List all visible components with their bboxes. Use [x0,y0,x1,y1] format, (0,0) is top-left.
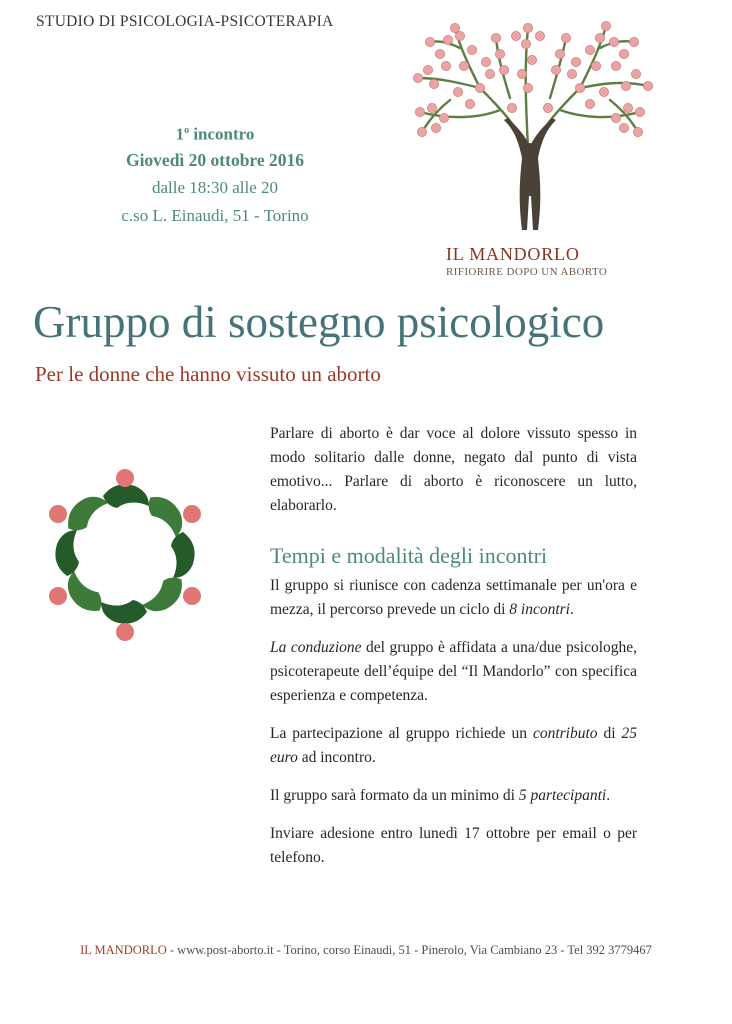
logo-name: IL MANDORLO [446,244,580,264]
blossom [635,107,644,116]
blossom [535,31,544,40]
blossom [499,65,508,74]
blossom [643,81,652,90]
woman-figure [504,118,556,230]
blossom [629,37,638,46]
blossom [427,103,436,112]
blossom [475,83,484,92]
blossom [619,49,628,58]
blossom [609,37,618,46]
studio-name: STUDIO DI PSICOLOGIA-PSICOTERAPIA [36,13,334,30]
leaf-shape [101,600,147,624]
blossom [633,127,642,136]
blossom [431,123,440,132]
blossom [571,57,580,66]
woman-head [525,143,535,153]
circle-dot [49,505,67,523]
blossom [455,31,464,40]
blossom [523,23,532,32]
blossom [591,61,600,70]
blossom [595,33,604,42]
blossom [621,81,630,90]
blossom [611,61,620,70]
blossom [551,65,560,74]
blossom [561,33,570,42]
footer-brand: IL MANDORLO [80,943,167,957]
blossom [413,73,422,82]
leaf-figure [103,484,149,508]
circle-dot [116,623,134,641]
blossom [599,87,608,96]
section-heading: Tempi e modalità degli incontri [270,543,548,568]
blossom [425,37,434,46]
blossom [507,103,516,112]
page-title: Gruppo di sostegno psicologico [33,297,605,347]
blossom [555,49,564,58]
blossom [423,65,432,74]
event-address: c.so L. Einaudi, 51 - Torino [121,205,309,225]
blossom [485,69,494,78]
blossom [441,61,450,70]
blossom [467,45,476,54]
footer-details: - www.post-aborto.it - Torino, corso Einaudi, 51 - Pinerolo, Via Cambiano 23 - Tel 392 3779467 [166,943,652,957]
leaf-shape [103,484,149,508]
paragraph-minimum: Il gruppo sarà formato da un minimo di 5 partecipanti. [270,787,611,804]
blossom [450,23,459,32]
meeting-number: 1$^o$ incontro [175,124,255,144]
event-date: Giovedì 20 ottobre 2016 [125,149,305,170]
leaf-shape [55,530,79,576]
page-subtitle: Per le donne che hanno vissuto un aborto [35,362,381,386]
circle-dot [183,505,201,523]
blossom [415,107,424,116]
circle-dot [116,469,134,487]
blossom [435,49,444,58]
blossom [585,45,594,54]
blossom [611,113,620,122]
blossom [619,123,628,132]
blossom [631,69,640,78]
blossom [465,99,474,108]
blossom [511,31,520,40]
blossom [521,39,530,48]
paragraph-registration: Inviare adesione entro lunedì 17 ottobre per email o per telefono. [270,825,637,866]
leaf-shape [171,532,195,578]
blossom [439,113,448,122]
leaf-circle-icon [40,466,210,642]
blossom [601,21,610,30]
blossom [517,69,526,78]
paragraph-conduction: La conduzione del gruppo è affidata a una/due psicologhe, psicoterapeute dell’équipe del “Il Mandorlo” con specifica esperienza e competenza. [270,639,638,704]
blossom [417,127,426,136]
logo-tagline: RIFIORIRE DOPO UN ABORTO [446,266,608,278]
leaf-figure [55,530,79,576]
paragraph-contribution: La partecipazione al gruppo richiede un contributo di 25 euro ad incontro. [270,725,637,766]
blossom [429,79,438,88]
circle-center [79,508,171,600]
tree-branch [418,78,480,88]
blossom [495,49,504,58]
blossom [481,57,490,66]
tree-branch [580,83,648,88]
leaf-figure [171,532,195,578]
blossom [523,83,532,92]
blossom [443,35,452,44]
footer [0,943,732,958]
mandorlo-logo [400,8,660,284]
leaf-figure [101,600,147,624]
blossom [453,87,462,96]
circle-dot [183,587,201,605]
event-info [60,120,370,230]
blossom [567,69,576,78]
blossom [623,103,632,112]
event-time: dalle 18:30 alle 20 [151,177,279,197]
paragraph-frequency: Il gruppo si riunisce con cadenza settimanale per un'ora e mezza, il percorso prevede un ciclo di 8 incontri. [270,577,637,618]
blossom [527,55,536,64]
intro-paragraph: Parlare di aborto è dar voce al dolore vissuto spesso in modo solitario dalle donne, negato dal punto di vista emotivo... Parlare di aborto è riconoscere un lutto, elaborarlo. [270,425,637,514]
circle-dot [49,587,67,605]
body-text [270,422,637,884]
blossom [543,103,552,112]
blossom [575,83,584,92]
blossom [459,61,468,70]
blossom [585,99,594,108]
almond-tree-icon [400,8,660,240]
blossom [491,33,500,42]
